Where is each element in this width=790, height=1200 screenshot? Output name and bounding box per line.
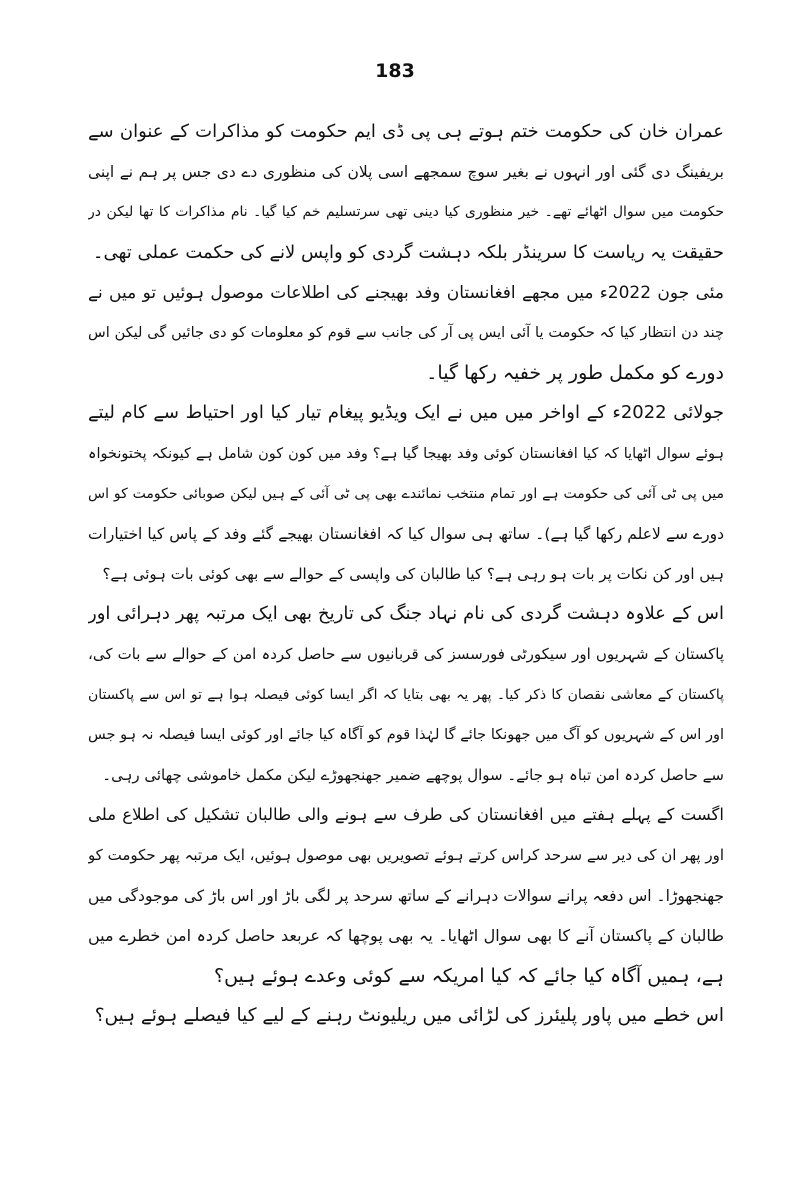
text-line: سے حاصل کردہ امن تباہ ہو جائے۔ سوال پوچھے ضمیر جھنجھوڑے لیکن مکمل خاموشی چھائی رہی۔ [102, 766, 724, 784]
page-number: 183 [375, 60, 415, 82]
text-line: اور پھر ان کی دیر سے سرحد کراس کرتے ہوئے تصویریں بھی موصول ہوئیں، ایک مرتبہ پھر حکومت کو [88, 846, 724, 865]
text-line: پاکستان کے معاشی نقصان کا ذکر کیا۔ پھر یہ بھی بتایا کہ اگر ایسا کوئی فیصلہ ہوا ہے تو اس سے پاکستان [88, 686, 724, 703]
text-line: اگست کے پہلے ہفتے میں افغانستان کی طرف سے ہونے والی طالبان تشکیل کی اطلاع ملی [88, 805, 724, 825]
text-line: دورے کو مکمل طور پر خفیہ رکھا گیا۔ [426, 362, 724, 385]
text-line: دورے سے لاعلم رکھا گیا ہے)۔ ساتھ ہی سوال کیا کہ افغانستان بھیجے گئے وفد کے پاس کیا اختیارات [88, 524, 724, 543]
text-line: اس کے علاوہ دہشت گردی کی نام نہاد جنگ کی تاریخ بھی ایک مرتبہ پھر دہرائی اور [88, 603, 724, 625]
text-line: بریفینگ دی گئی اور انہوں نے بغیر سوچ سمجھے اسی پلان کی منظوری دے دی جس پر ہم نے اپنی [88, 163, 724, 182]
text-line: جھنجھوڑا۔ اس دفعہ پرانے سوالات دہرانے کے ساتھ سرحد پر لگی باڑ اور اس باڑ کی موجودگی میں [88, 886, 724, 905]
text-line: جولائی 2022ء کے اواخر میں میں نے ایک ویڈیو پیغام تیار کیا اور احتیاط سے کام لیتے [88, 402, 724, 424]
text-line: ہوئے سوال اٹھایا کہ کیا افغانستان کوئی وفد بھیجا گیا ہے؟ وفد میں کون کون شامل ہے کیونکہ پختونخواہ [88, 445, 724, 462]
text-line: عمران خان کی حکومت ختم ہوتے ہی پی ڈی ایم حکومت کو مذاکرات کے عنوان سے [88, 121, 724, 142]
text-line: اس خطے میں پاور پلیئرز کی لڑائی میں ریلیونٹ رہنے کے لیے کیا فیصلے ہوئے ہیں؟ [94, 1005, 724, 1027]
text-line: حکومت میں سوال اٹھائے تھے۔ خیر منظوری کیا دینی تھی سرتسلیم خم کیا گیا۔ نام مذاکرات کا تھا لیکن در [88, 204, 724, 221]
text-line: اور اس کے شہریوں کو آگ میں جھونکا جائے گا لہٰذا قوم کو آگاہ کیا جائے اور کوئی ایسا فیصلہ نہ ہو جس [88, 726, 724, 743]
text-line: میں پی ٹی آئی کی حکومت ہے اور تمام منتخب نمائندے بھی پی ٹی آئی کے ہیں لیکن صوبائی حکومت کو اس [88, 485, 724, 502]
body-text [88, 112, 724, 1036]
text-line: ہیں اور کن نکات پر بات ہو رہی ہے؟ کیا طالبان کی واپسی کے حوالے سے بھی کوئی بات ہوئی ہے؟ [102, 565, 724, 584]
text-line: حقیقت یہ ریاست کا سرینڈر بلکہ دہشت گردی کو واپس لانے کی حکمت عملی تھی۔ [92, 241, 724, 263]
text-line: طالبان کے پاکستان آنے کا بھی سوال اٹھایا۔ یہ بھی پوچھا کہ عربعد حاصل کردہ امن خطرے میں [88, 925, 724, 945]
text-line: مئی جون 2022ء میں مجھے افغانستان وفد بھیجنے کی اطلاعات موصول ہوئیں تو میں نے [88, 282, 724, 303]
text-line: پاکستان کے شہریوں اور سیکورٹی فورسسز کی قربانیوں سے حاصل کردہ امن کے حوالے سے بات کی، [88, 645, 724, 664]
text-line: چند دن انتظار کیا کہ حکومت یا آئی ایس پی آر کی جانب سے قوم کو معلومات کو دی جائیں گی لیکن اس [88, 324, 724, 341]
text-line: ہے، ہمیں آگاہ کیا جائے کہ کیا امریکہ سے کوئی وعدے ہوئے ہیں؟ [214, 964, 724, 987]
